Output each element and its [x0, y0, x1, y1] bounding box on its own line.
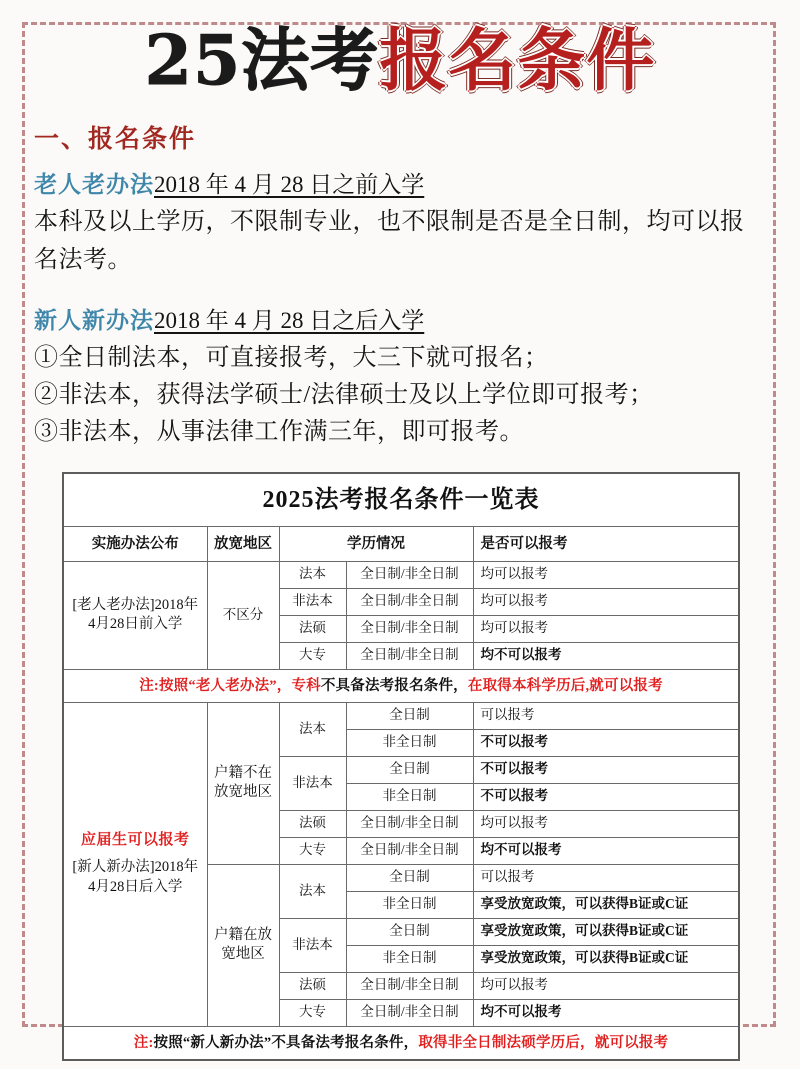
table-header-row [63, 526, 739, 561]
result-cell: 均不可以报考 [473, 837, 739, 864]
note-segment: 注:按照“老人老办法”， [139, 677, 292, 694]
result-cell: 享受放宽政策，可以获得B证或C证 [473, 891, 739, 918]
policy-label-line2: 4月28日后入学 [88, 878, 183, 895]
table-note-row-new [63, 1026, 739, 1060]
old-rule-block [34, 169, 800, 278]
mode-cell: 全日制/非全日制 [346, 972, 473, 999]
degree-cell: 法本 [279, 561, 346, 588]
result-cell: 可以报考 [473, 864, 739, 891]
mode-cell: 全日制 [346, 864, 473, 891]
section-heading: 一、报名条件 [34, 126, 197, 154]
old-rule-subheading [34, 169, 800, 200]
new-rule-item-1: ①全日制法本，可直接报考，大三下就可报名； [34, 344, 549, 371]
old-rule-date: 2018 年 4 月 28 日之前入学 [154, 172, 425, 198]
mode-cell: 全日制/非全日制 [346, 810, 473, 837]
result-cell: 不可以报考 [473, 729, 739, 756]
table-row [63, 561, 739, 588]
mode-cell: 非全日制 [346, 729, 473, 756]
table-title-row [63, 473, 739, 527]
new-rule-block [34, 305, 800, 450]
new-rule-keyword: 新人新办法 [34, 307, 154, 333]
degree-cell: 法硕 [279, 810, 346, 837]
eligibility-table-body [63, 473, 739, 1060]
mode-cell: 非全日制 [346, 891, 473, 918]
policy-label-line2: 4月28日前入学 [88, 616, 183, 633]
result-cell: 均可以报考 [473, 615, 739, 642]
degree-cell: 大专 [279, 999, 346, 1026]
degree-cell: 非法本 [279, 918, 346, 972]
region-label-line1: 户籍在放 [214, 926, 272, 943]
mode-cell: 全日制/非全日制 [346, 837, 473, 864]
result-cell: 均可以报考 [473, 972, 739, 999]
note-segment: 取得非全日制法硕学历后，就可以报考 [418, 1034, 669, 1051]
table-title-cell: 2025法考报名条件一览表 [63, 473, 739, 527]
eligibility-table [62, 472, 740, 1061]
degree-cell: 大专 [279, 642, 346, 669]
mode-cell: 全日制 [346, 756, 473, 783]
result-cell: 均可以报考 [473, 561, 739, 588]
degree-cell: 法硕 [279, 972, 346, 999]
new-rule-item-2: ②非法本，获得法学硕士/法律硕士及以上学位即可报考； [34, 381, 654, 408]
result-cell: 享受放宽政策，可以获得B证或C证 [473, 945, 739, 972]
note-segment: 专科 [291, 677, 321, 694]
mode-cell: 全日制 [346, 702, 473, 729]
mode-cell: 全日制/非全日制 [346, 615, 473, 642]
header-region: 放宽地区 [207, 526, 279, 561]
result-cell: 均可以报考 [473, 810, 739, 837]
page-title-red: 报名条件 [379, 21, 656, 101]
note-segment: 按照“新人新办法”不具备法考报名条件， [153, 1034, 419, 1051]
table-note-cell [63, 669, 739, 702]
region-label-line1: 户籍不在 [214, 764, 272, 781]
degree-cell: 法本 [279, 702, 346, 756]
result-cell: 均可以报考 [473, 588, 739, 615]
policy-label-line1: [新人新办法]2018年 [72, 859, 199, 876]
old-rule-keyword: 老人老办法 [34, 172, 154, 198]
header-education: 学历情况 [279, 526, 473, 561]
result-cell: 不可以报考 [473, 783, 739, 810]
degree-cell: 非法本 [279, 588, 346, 615]
degree-cell: 非法本 [279, 756, 346, 810]
new-rule-subheading [34, 305, 800, 336]
policy-cell-new [63, 702, 207, 1026]
table-row [63, 702, 739, 729]
result-cell: 可以报考 [473, 702, 739, 729]
degree-cell: 大专 [279, 837, 346, 864]
region-cell-new [207, 864, 279, 1026]
mode-cell: 全日制/非全日制 [346, 642, 473, 669]
mode-cell: 非全日制 [346, 783, 473, 810]
result-cell: 均不可以报考 [473, 642, 739, 669]
policy-highlight: 应届生可以报考 [80, 832, 190, 849]
result-cell: 不可以报考 [473, 756, 739, 783]
policy-label-line1: [老人老办法]2018年 [72, 596, 199, 613]
table-note-cell [63, 1026, 739, 1060]
region-cell-new [207, 702, 279, 864]
eligibility-table-wrapper [62, 472, 738, 1061]
degree-cell: 法本 [279, 864, 346, 918]
note-segment: 在取得本科学历后,就可以报考 [467, 677, 663, 694]
mode-cell: 全日制/非全日制 [346, 561, 473, 588]
result-cell: 享受放宽政策，可以获得B证或C证 [473, 918, 739, 945]
page-title [0, 21, 800, 101]
old-rule-paragraph: 本科及以上学历，不限制专业，也不限制是否是全日制，均可以报名法考。 [34, 209, 745, 273]
mode-cell: 全日制/非全日制 [346, 588, 473, 615]
region-label-line2: 宽地区 [221, 946, 265, 963]
table-note-row-old [63, 669, 739, 702]
degree-cell: 法硕 [279, 615, 346, 642]
header-eligible: 是否可以报考 [473, 526, 739, 561]
note-segment: 注: [133, 1034, 154, 1051]
new-rule-item-3: ③非法本，从事法律工作满三年，即可报考。 [34, 418, 524, 445]
note-segment: 不具备法考报名条件， [320, 677, 468, 694]
page-title-black: 25法考 [144, 21, 380, 101]
region-cell-old: 不区分 [207, 561, 279, 669]
result-cell: 均不可以报考 [473, 999, 739, 1026]
mode-cell: 全日制 [346, 918, 473, 945]
header-policy: 实施办法公布 [63, 526, 207, 561]
mode-cell: 非全日制 [346, 945, 473, 972]
new-rule-date: 2018 年 4 月 28 日之后入学 [154, 307, 425, 333]
mode-cell: 全日制/非全日制 [346, 999, 473, 1026]
policy-cell-old [63, 561, 207, 669]
region-label-line2: 放宽地区 [214, 784, 272, 801]
